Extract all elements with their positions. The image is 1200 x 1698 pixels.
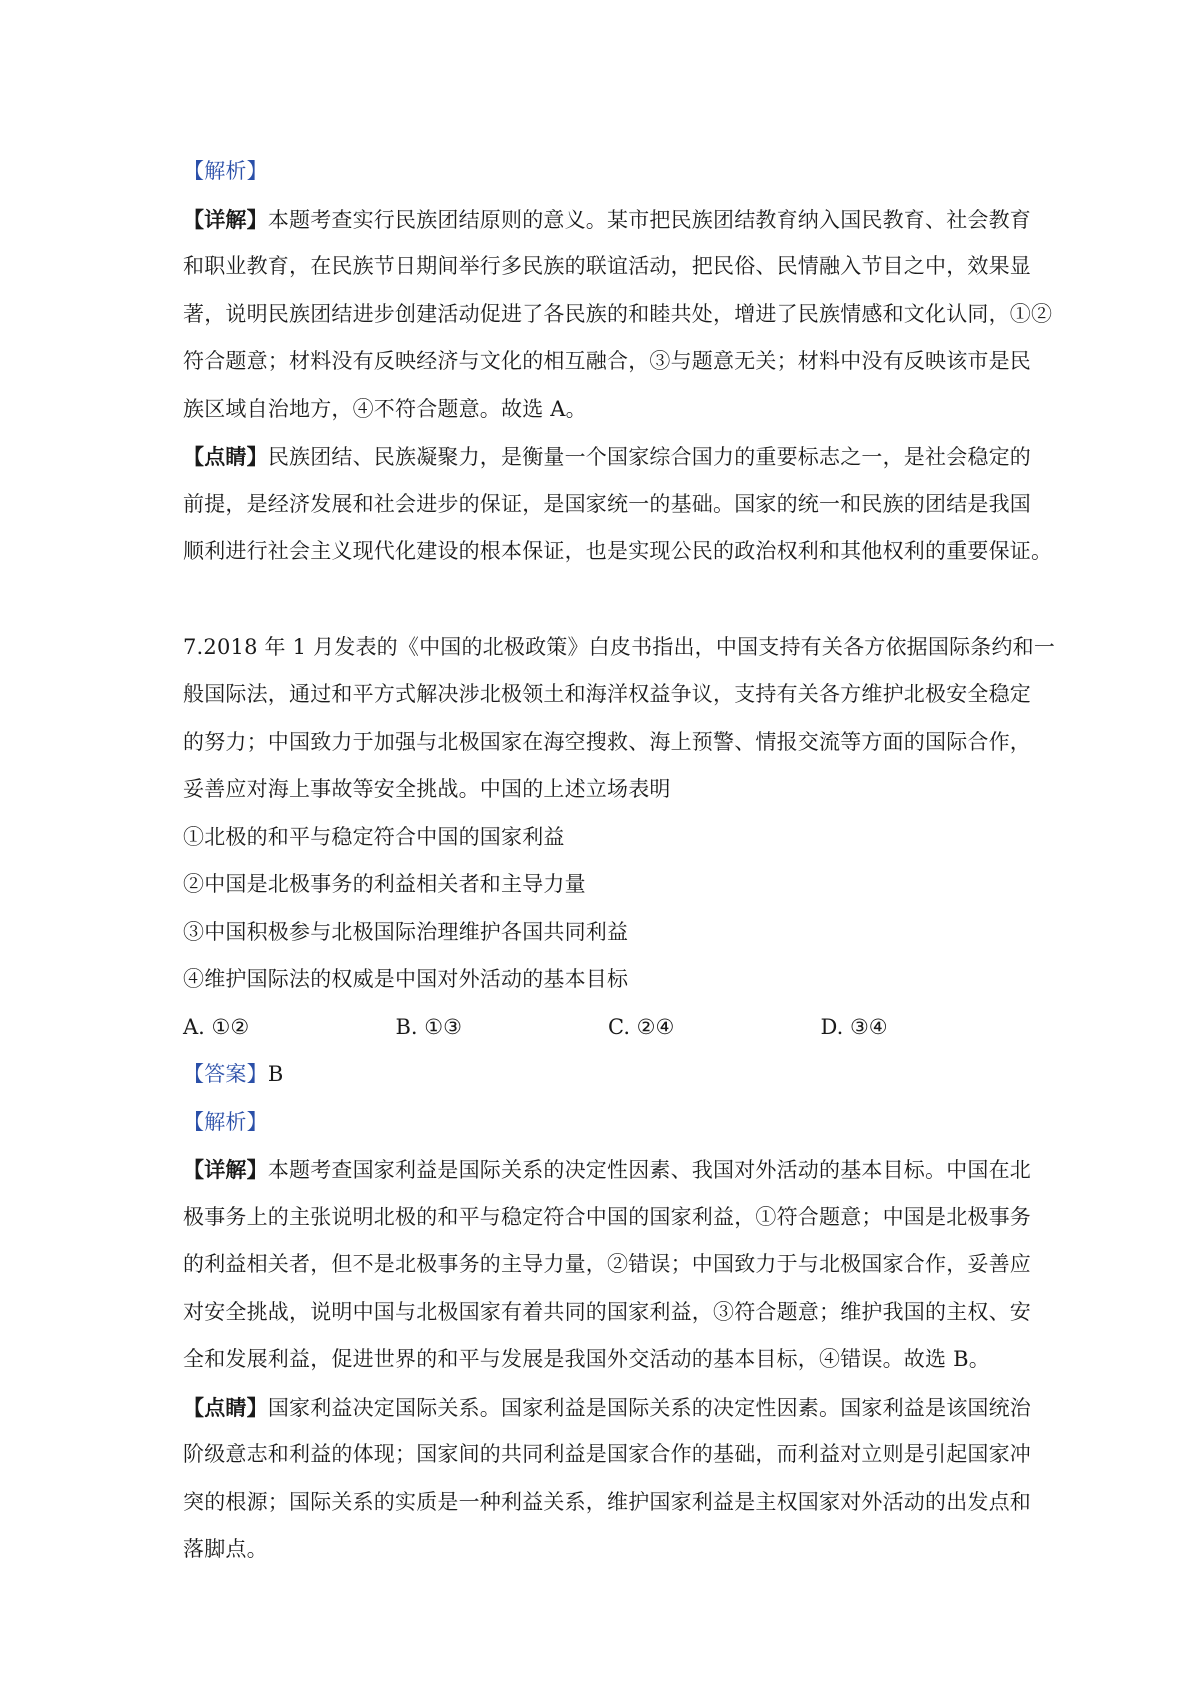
xiangjie-line-2-3: 对安全挑战，说明中国与北极国家有着共同的国家利益，③符合题意；维护我国的主权、安 (183, 1299, 1031, 1324)
xiangjie-line-1-3: 符合题意；材料没有反映经济与文化的相互融合，③与题意无关；材料中没有反映该市是民 (183, 349, 1031, 373)
q7-answer-line (183, 1051, 1033, 1099)
q7-option-d: D. ③④ (820, 1014, 888, 1039)
xiangjie-line-2-1: 极事务上的主张说明北极的和平与稳定符合中国的国家利益，①符合题意；中国是北极事务 (183, 1204, 1031, 1229)
q7-stem-line-2: 的努力；中国致力于加强与北极国家在海空搜救、海上预警、情报交流等方面的国际合作， (183, 729, 1031, 754)
xiangjie-line-1-1: 和职业教育，在民族节日期间举行多民族的联谊活动，把民俗、民情融入节目之中，效果显 (183, 254, 1031, 278)
section-gap (183, 576, 1033, 624)
answer-label: 【答案】 (183, 1062, 268, 1086)
dianjing-line-1-2: 顺利进行社会主义现代化建设的根本保证，也是实现公民的政治权利和其他权利的重要保证。 (183, 539, 1053, 563)
xiangjie-label-2: 【详解】 (183, 1157, 268, 1182)
q7-stem-line-3: 妥善应对海上事故等安全挑战。中国的上述立场表明 (183, 777, 671, 801)
dianjing-text: 国家利益决定国际关系。国家利益是国际关系的决定性因素。国家利益是该国统治 (267, 1395, 1032, 1420)
dianjing-label-2: 【点睛】 (183, 1394, 268, 1420)
dianjing-line-2-0 (183, 1384, 1033, 1432)
xiangjie-line-1-4: 族区域自治地方，④不符合题意。故选 A。 (183, 396, 587, 421)
dianjing-line-2-2: 突的根源；国际关系的实质是一种利益关系，维护国家利益是主权国家对外活动的出发点和 (183, 1489, 1031, 1514)
q7-statement-1: ①北极的和平与稳定符合中国的国家利益 (183, 824, 565, 849)
q7-option-b: B. ①③ (395, 1014, 462, 1039)
dianjing-line-1-0 (183, 433, 1033, 481)
xiangjie-line-1-2: 著，说明民族团结进步创建活动促进了各民族的和睦共处，增进了民族情感和文化认同，①② (183, 301, 1053, 326)
xiangjie-line-2-2: 的利益相关者，但不是北极事务的主导力量，②错误；中国致力于与北极国家合作，妥善应 (183, 1252, 1031, 1276)
xiangjie-line-2-0 (183, 1146, 1033, 1194)
q7-stem-line-1: 般国际法，通过和平方式解决涉北极领土和海洋权益争议，支持有关各方维护北极安全稳定 (183, 682, 1031, 706)
xiangjie-line-1-0 (183, 196, 1033, 244)
dianjing-line-2-1: 阶级意志和利益的体现；国家间的共同利益是国家合作的基础，而利益对立则是引起国家冲 (183, 1442, 1031, 1466)
q7-stem-line-0: 7.2018 年 1 月发表的《中国的北极政策》白皮书指出，中国支持有关各方依据国际条约和一 (183, 634, 1056, 659)
q7-statement-2: ②中国是北极事务的利益相关者和主导力量 (183, 872, 586, 896)
answer-value: B (267, 1062, 284, 1086)
xiangjie-text: 本题考查实行民族团结原则的意义。某市把民族团结教育纳入国民教育、社会教育 (267, 207, 1032, 232)
q7-options (183, 1004, 1033, 1052)
dianjing-text: 民族团结、民族凝聚力，是衡量一个国家综合国力的重要标志之一，是社会稳定的 (267, 445, 1032, 469)
xiangjie-text: 本题考查国家利益是国际关系的决定性因素、我国对外活动的基本目标。中国在北 (267, 1158, 1032, 1182)
dianjing-line-1-1: 前提，是经济发展和社会进步的保证，是国家统一的基础。国家的统一和民族的团结是我国 (183, 491, 1031, 516)
q7-option-a: A. ①② (183, 1014, 250, 1039)
page-content (183, 148, 1056, 1574)
jiexi-label-1: 【解析】 (183, 159, 268, 183)
dianjing-label-1: 【点睛】 (183, 444, 268, 469)
q7-statement-4: ④维护国际法的权威是中国对外活动的基本目标 (183, 967, 629, 991)
dianjing-line-2-3: 落脚点。 (183, 1537, 268, 1561)
q7-option-c: C. ②④ (608, 1014, 675, 1039)
xiangjie-line-2-4: 全和发展利益，促进世界的和平与发展是我国外交活动的基本目标，④错误。故选 B。 (183, 1347, 990, 1371)
q7-statement-3: ③中国积极参与北极国际治理维护各国共同利益 (183, 919, 629, 944)
xiangjie-label-1: 【详解】 (183, 206, 268, 232)
jiexi-label-2: 【解析】 (183, 1109, 268, 1134)
